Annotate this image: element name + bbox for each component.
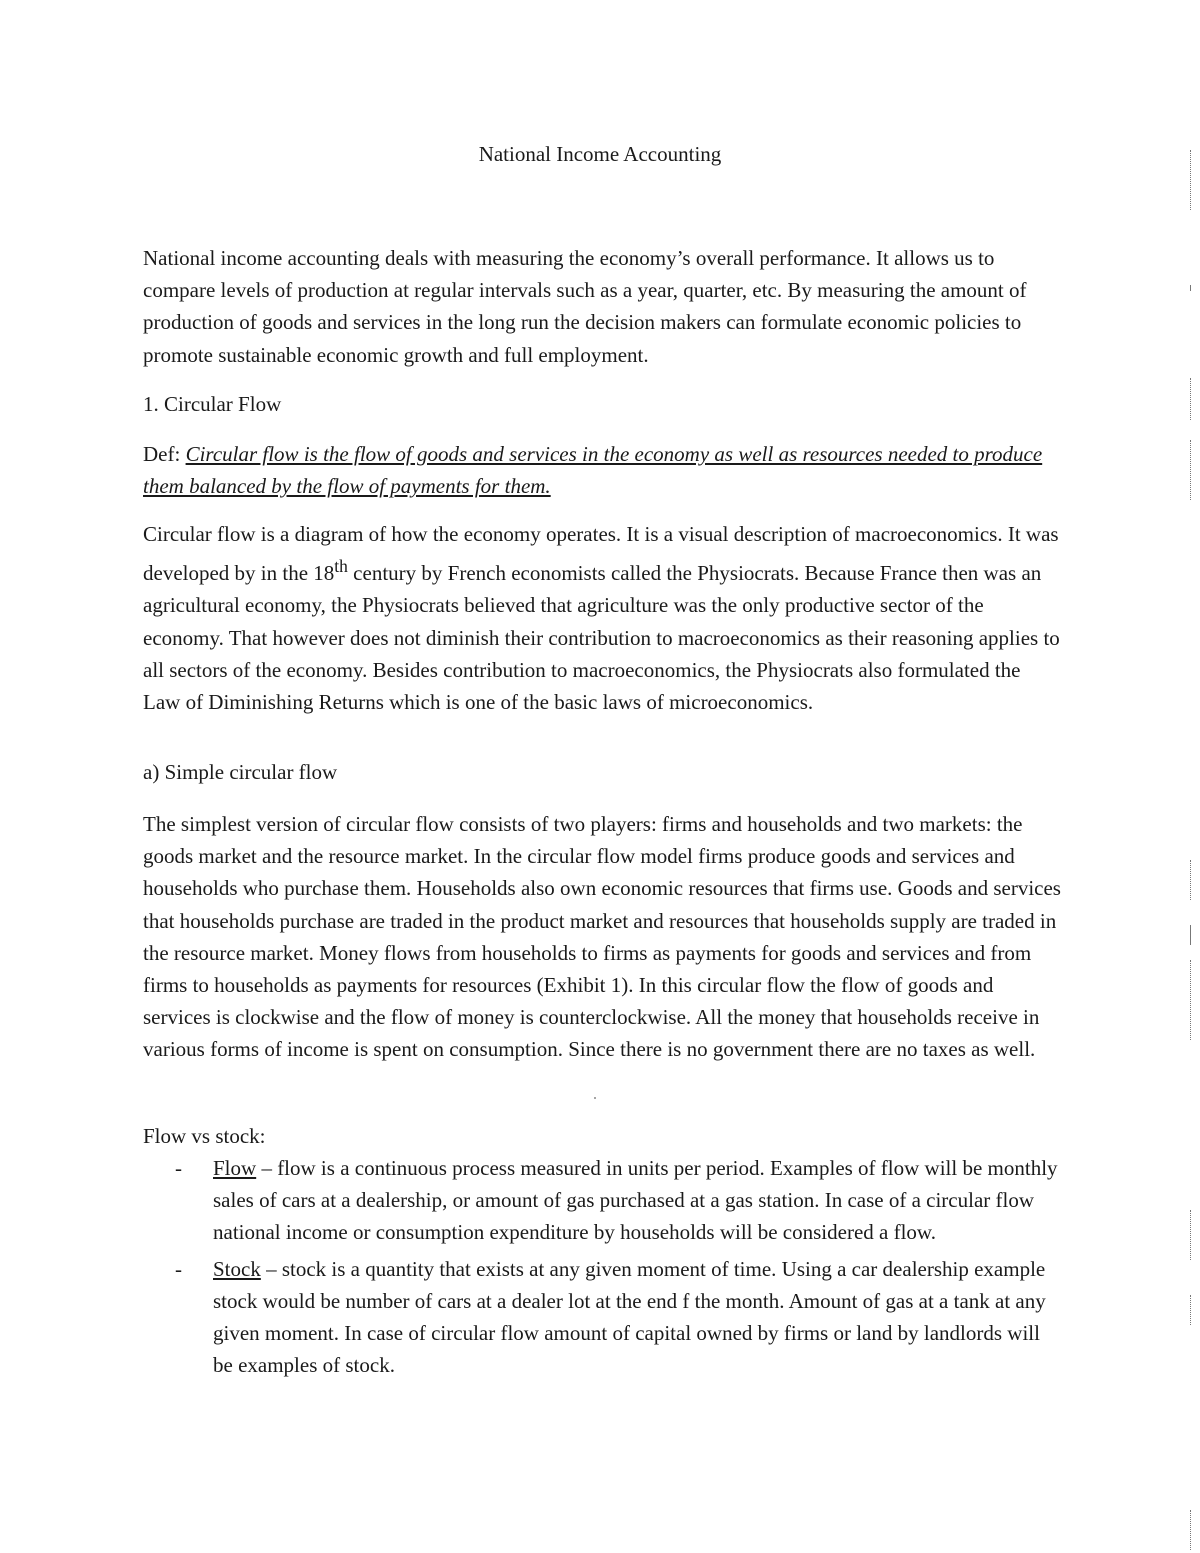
definition-block	[143, 438, 1063, 502]
scan-mark	[1190, 925, 1191, 945]
section-heading-circular-flow	[143, 388, 1063, 420]
circular-flow-text	[143, 518, 1063, 718]
stock-description: – stock is a quantity that exists at any given moment of time. Using a car dealership example stock would be number of cars at a dealer lot at the end f the month. Amount of gas at a tank at any given moment. In case of circular flow amount of capital owned by firms or land by landlords will be examples of stock.	[213, 1256, 1046, 1378]
scan-mark	[1190, 1210, 1191, 1260]
scan-mark	[1190, 960, 1191, 1040]
scan-mark	[1190, 1510, 1191, 1550]
circular-flow-paragraph	[143, 518, 1063, 718]
simple-flow-text: The simplest version of circular flow consists of two players: firms and households and two markets: the goods market and the resource market. In the circular flow model firms produce goods and services and households who purchase them. Households also own economic resources that firms use. Goods and services that households purchase are traded in the product market and resources that households supply are traded in the resource market. Money flows from households to firms as payments for goods and services and from firms to households as payments for resources (Exhibit 1). In this circular flow the flow of goods and services is clockwise and the flow of money is counterclockwise. All the money that households receive in various forms of income is spent on consumption. Since there is no government there are no taxes as well.	[143, 812, 1061, 1062]
flow-vs-stock-heading	[143, 1120, 1063, 1152]
section-a-text: a) Simple circular flow	[143, 760, 338, 784]
simple-circular-flow-paragraph	[143, 808, 1063, 1066]
scan-mark	[1190, 860, 1191, 900]
bullet-dash: -	[175, 1256, 182, 1281]
term-stock: Stock	[213, 1256, 261, 1281]
definition-text: Circular flow is the flow of goods and services in the economy as well as resources needed to produce them balanced by the flow of payments for them.	[143, 442, 1043, 499]
flow-description: – flow is a continuous process measured in units per period. Examples of flow will be monthly sales of cars at a dealership, or amount of gas purchased at a gas station. In case of a circular flow national income or consumption expenditure by households will be considered a flow.	[213, 1156, 1058, 1245]
scan-mark	[1190, 378, 1191, 420]
term-flow: Flow	[213, 1156, 257, 1180]
section-heading-simple-circular-flow	[143, 756, 1063, 788]
scan-mark	[1190, 1295, 1191, 1325]
intro-paragraph	[143, 242, 1063, 371]
definition-label: Def:	[143, 442, 186, 466]
superscript-th: th	[334, 556, 348, 577]
list-item-stock	[143, 1253, 1063, 1382]
scan-speck	[594, 1097, 596, 1099]
intro-text: National income accounting deals with measuring the economy’s overall performance. It allows us to compare levels of production at regular intervals such as a year, quarter, etc. By measuring the amount of production of goods and services in the long run the decision makers can formulate economic policies to promote sustainable economic growth and full employment.	[143, 246, 1027, 367]
flow-stock-list	[143, 1152, 1063, 1385]
scan-mark	[1190, 440, 1191, 500]
section-heading-text: 1. Circular Flow	[143, 392, 282, 416]
scan-mark	[1190, 150, 1191, 210]
scan-margin-marks	[1188, 0, 1194, 1553]
scan-mark	[1190, 285, 1191, 291]
bullet-dash: -	[175, 1156, 182, 1180]
page-title: National Income Accounting	[478, 142, 722, 166]
definition-paragraph	[143, 438, 1063, 502]
circular-flow-text-part1: Circular flow is a diagram of how the economy operates. It is a visual description of macroeconomics. It was developed by in the 18	[143, 522, 1059, 586]
circular-flow-text-part2: century by French economists called the Physiocrats. Because France then was an agricultural economy, the Physiocrats believed that agriculture was the only productive sector of the economy. That however does not diminish their contribution to macroeconomics as their reasoning applies to all sectors of the economy. Besides contribution to macroeconomics, the Physiocrats also formulated the Law of Diminishing Returns which is one of the basic laws of microeconomics.	[143, 561, 1060, 715]
list-item-flow	[143, 1152, 1063, 1249]
flow-vs-stock-text: Flow vs stock:	[143, 1124, 266, 1148]
